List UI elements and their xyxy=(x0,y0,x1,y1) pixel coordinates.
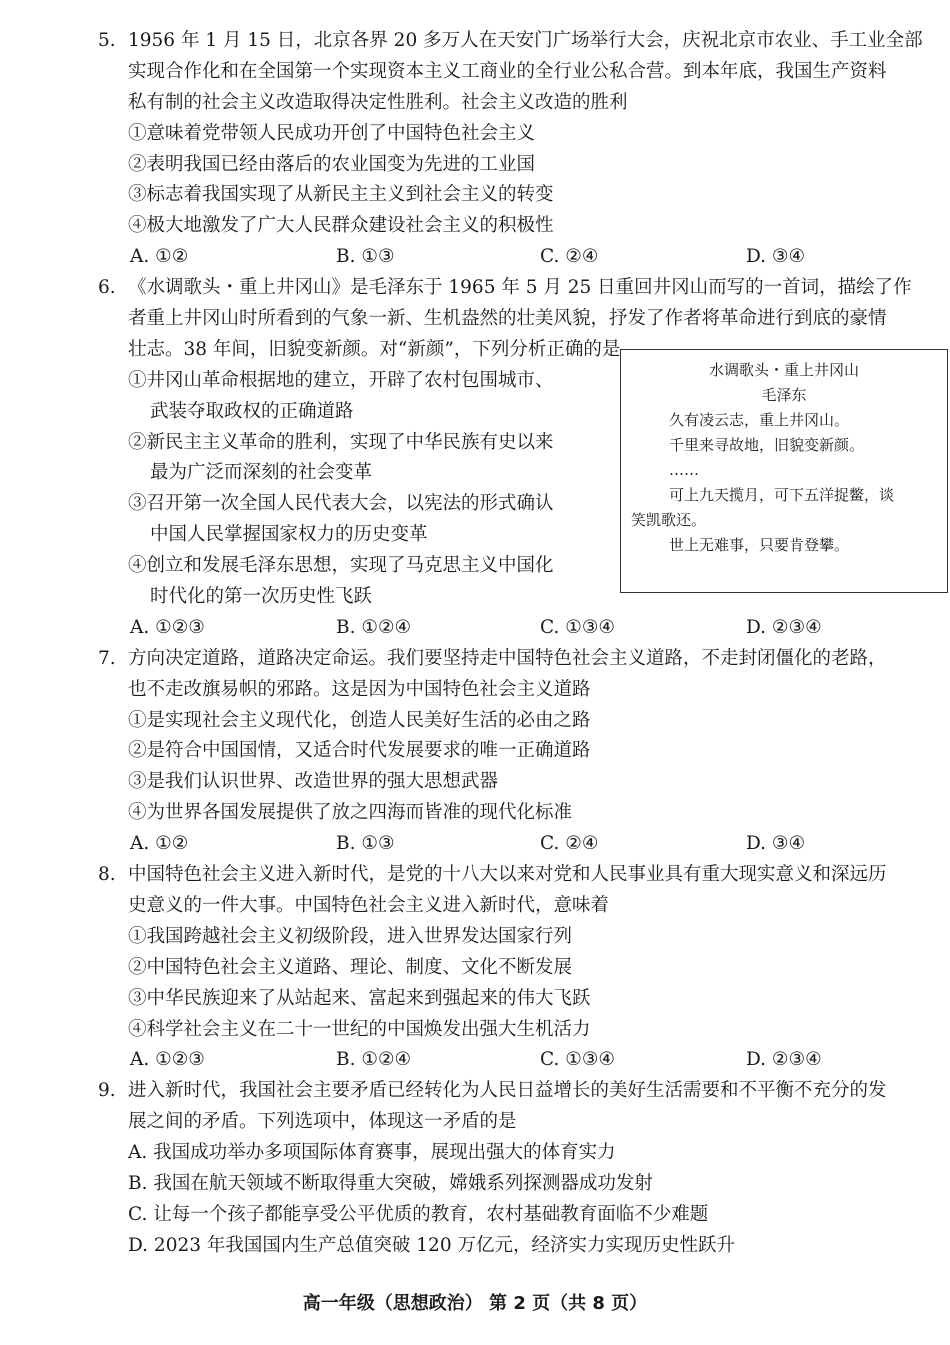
option-statement: ①我国跨越社会主义初级阶段，进入世界发达国家行列 xyxy=(128,925,573,947)
poem-ellipsis: …… xyxy=(669,461,699,479)
question-stem-line: 1956 年 1 月 15 日，北京各界 20 多万人在天安门广场举行大会，庆祝北京市农业、手工业全部 xyxy=(128,30,923,51)
answer-choice-d: D. ②③④ xyxy=(746,616,822,638)
option-statement: ①是实现社会主义现代化，创造人民美好生活的必由之路 xyxy=(128,709,591,731)
option-statement: ②新民主主义革命的胜利，实现了中华民族有史以来 xyxy=(128,431,554,453)
option-statement: ①意味着党带领人民成功开创了中国特色社会主义 xyxy=(128,122,536,144)
question-number: 6. xyxy=(98,277,116,299)
question-stem-line: 者重上井冈山时所看到的气象一新、生机盎然的壮美风貌，抒发了作者将革命进行到底的豪情 xyxy=(128,308,887,330)
option-statement: ③标志着我国实现了从新民主主义到社会主义的转变 xyxy=(128,184,554,206)
answer-choice-a: A. ①②③ xyxy=(130,616,205,638)
poem-line: 千里来寻故地，旧貌变新颜。 xyxy=(669,436,865,454)
poem-author: 毛泽东 xyxy=(761,386,807,404)
option-statement: ②表明我国已经由落后的农业国变为先进的工业国 xyxy=(128,153,536,175)
answer-choice-d: D. 2023 年我国国内生产总值突破 120 万亿元，经济实力实现历史性跃升 xyxy=(128,1234,735,1256)
question-stem-line: 中国特色社会主义进入新时代，是党的十八大以来对党和人民事业具有重大现实意义和深远历 xyxy=(128,864,887,886)
question-number: 8. xyxy=(98,864,116,886)
question-number: 5. xyxy=(98,30,116,51)
exam-page xyxy=(0,26,950,1262)
question-stem-line: 方向决定道路，道路决定命运。我们要坚持走中国特色社会主义道路，不走封闭僵化的老路， xyxy=(128,647,887,669)
poem-title: 水调歌头・重上井冈山 xyxy=(708,361,859,379)
answer-choice-a: A. ①② xyxy=(130,833,189,855)
question-5 xyxy=(0,26,950,273)
option-statement: ③中华民族迎来了从站起来、富起来到强起来的伟大飞跃 xyxy=(128,987,591,1009)
poem-line: 久有凌云志，重上井冈山。 xyxy=(669,411,850,429)
option-statement: ④极大地激发了广大人民群众建设社会主义的积极性 xyxy=(128,215,554,237)
option-statement-cont: 时代化的第一次历史性飞跃 xyxy=(150,586,373,608)
option-statement: ③召开第一次全国人民代表大会，以宪法的形式确认 xyxy=(128,493,554,515)
option-statement-cont: 最为广泛而深刻的社会变革 xyxy=(150,462,373,484)
question-stem-line: 史意义的一件大事。中国特色社会主义进入新时代，意味着 xyxy=(128,894,610,916)
answer-choice-c: C. 让每一个孩子都能享受公平优质的教育，农村基础教育面临不少难题 xyxy=(128,1203,709,1225)
question-number: 9. xyxy=(98,1080,116,1102)
poem-line: 可上九天揽月，可下五洋捉鳖，谈 xyxy=(669,486,895,504)
question-stem-line: 私有制的社会主义改造取得决定性胜利。社会主义改造的胜利 xyxy=(128,91,628,113)
answer-choice-c: C. ①③④ xyxy=(540,1049,616,1071)
option-statement: ②是符合中国国情，又适合时代发展要求的唯一正确道路 xyxy=(128,740,591,762)
question-stem-line: 进入新时代，我国社会主要矛盾已经转化为人民日益增长的美好生活需要和不平衡不充分的发 xyxy=(128,1080,887,1102)
page-footer: 高一年级（思想政治） 第 2 页（共 8 页） xyxy=(302,1293,648,1314)
answer-choice-b: B. ①③ xyxy=(336,833,395,855)
answer-choice-d: D. ③④ xyxy=(746,833,806,855)
option-statement: ①井冈山革命根据地的建立，开辟了农村包围城市、 xyxy=(128,369,554,391)
question-stem-line: 《水调歌头・重上井冈山》是毛泽东于 1965 年 5 月 25 日重回井冈山而写的一首词，描绘了作 xyxy=(128,277,912,299)
option-statement-cont: 武装夺取政权的正确道路 xyxy=(150,400,354,422)
answer-choice-b: B. ①②④ xyxy=(336,616,412,638)
option-statement: ④创立和发展毛泽东思想，实现了马克思主义中国化 xyxy=(128,555,554,577)
question-stem-line: 实现合作化和在全国第一个实现资本主义工商业的全行业公私合营。到本年底，我国生产资料 xyxy=(128,60,887,82)
answer-row xyxy=(0,1045,950,1076)
answer-choice-b: B. ①③ xyxy=(336,246,395,268)
answer-choice-c: C. ①③④ xyxy=(540,616,616,638)
poem-box xyxy=(620,349,948,593)
answer-row xyxy=(0,829,950,860)
poem-line-cont: 笑凯歌还。 xyxy=(631,511,707,529)
question-9 xyxy=(0,1076,950,1261)
answer-choice-c: C. ②④ xyxy=(540,246,599,268)
option-statement: ③是我们认识世界、改造世界的强大思想武器 xyxy=(128,771,499,793)
option-statement-cont: 中国人民掌握国家权力的历史变革 xyxy=(150,524,428,546)
option-statement: ④为世界各国发展提供了放之四海而皆准的现代化标准 xyxy=(128,802,573,824)
answer-row xyxy=(0,613,950,644)
answer-choice-b: B. 我国在航天领域不断取得重大突破，嫦娥系列探测器成功发射 xyxy=(128,1172,653,1194)
answer-choice-d: D. ③④ xyxy=(746,246,806,268)
poem-line: 世上无难事，只要肯登攀。 xyxy=(669,536,850,554)
question-number: 7. xyxy=(98,647,116,669)
answer-choice-c: C. ②④ xyxy=(540,833,599,855)
question-stem-line: 壮志。38 年间，旧貌变新颜。对“新颜”，下列分析正确的是 xyxy=(128,338,621,360)
answer-choice-a: A. ①②③ xyxy=(130,1049,205,1071)
answer-choice-d: D. ②③④ xyxy=(746,1049,822,1071)
question-stem-line: 展之间的矛盾。下列选项中，体现这一矛盾的是 xyxy=(128,1111,517,1133)
question-7 xyxy=(0,644,950,860)
answer-choice-a: A. ①② xyxy=(130,246,189,268)
question-8 xyxy=(0,860,950,1076)
question-stem-line: 也不走改旗易帜的邪路。这是因为中国特色社会主义道路 xyxy=(128,678,591,700)
answer-choice-a: A. 我国成功举办多项国际体育赛事，展现出强大的体育实力 xyxy=(128,1142,616,1164)
answer-row xyxy=(0,242,950,273)
answer-choice-b: B. ①②④ xyxy=(336,1049,412,1071)
option-statement: ④科学社会主义在二十一世纪的中国焕发出强大生机活力 xyxy=(128,1018,591,1040)
option-statement: ②中国特色社会主义道路、理论、制度、文化不断发展 xyxy=(128,956,573,978)
